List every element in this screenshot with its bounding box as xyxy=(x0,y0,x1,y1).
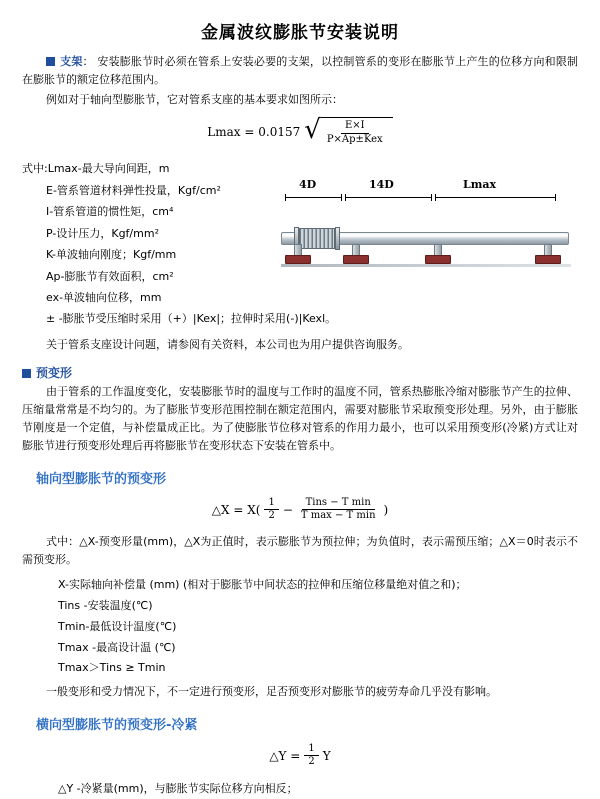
lmax-formula xyxy=(22,117,578,146)
axial-item-X: X-实际轴向补偿量 (mm) (相对于膨胀节中间状态的拉伸和压缩位移量绝对值之和)； xyxy=(58,575,578,596)
axial-note: 一般变形和受力情况下，不一定进行预变形，足否预变形对膨胀节的疲劳寿命几乎没有影响。 xyxy=(22,683,578,701)
pipe-support-2 xyxy=(343,244,369,266)
blue-square-icon xyxy=(46,57,55,66)
support-paragraph-2: 例如对于轴向型膨胀节，它对管系支座的基本要求如图所示： xyxy=(22,91,578,109)
def-item-Ap: Ap-膨胀节有效面积，cm² xyxy=(46,266,277,287)
lateral-formula-den: 2 xyxy=(304,756,318,769)
diagram-dimension-rules xyxy=(281,194,571,202)
pipe-support-4 xyxy=(535,244,561,266)
axial-formula-half-den: 2 xyxy=(264,510,278,523)
support-paragraph-1: 支架： 安装膨胀节时必须在管系上安装必要的支架，以控制管系的变形在膨胀节上产生的位移方向和限制在膨胀节的额定位移范围内。 xyxy=(22,53,578,89)
axial-formula-inner-num: Tins − T min xyxy=(302,497,375,511)
lateral-formula-rhs: Y xyxy=(323,749,331,763)
support-diagram xyxy=(281,178,571,288)
axial-formula-rhs: ) xyxy=(384,503,389,517)
diagram-label-4d: 4D xyxy=(299,178,316,191)
lmax-formula-numerator: E×I xyxy=(341,120,369,134)
lateral-explain: △Y -冷紧量(mm)，与膨胀节实际位移方向相反； xyxy=(58,779,578,799)
diagram-dimension-labels xyxy=(281,178,571,194)
blue-square-icon-2 xyxy=(22,369,31,378)
axial-formula-lhs: △X = X( xyxy=(212,503,261,517)
def-item-sign: ± -膨胀节受压缩时采用（+）|Kex|；拉伸时采用(-)|Kexl。 xyxy=(46,308,277,329)
page-title: 金属波纹膨胀节安装说明 xyxy=(22,18,578,43)
def-item-E: E-管系管道材料弹性投量，Kgf/cm² xyxy=(46,180,277,201)
radical-icon: √ xyxy=(304,117,321,146)
bellow-end-right xyxy=(335,227,340,250)
sqrt-group xyxy=(304,117,392,146)
support-heading: 支架 xyxy=(60,55,83,68)
axial-item-Tmax: Tmax -最高设计温 (℃) xyxy=(58,638,578,659)
predeform-paragraph-1: 由于管系的工作温度变化，安装膨胀节时的温度与工作时的温度不同，管系热膨胀冷缩对膨胀节产生的拉伸、压缩量常常是不均匀的。为了膨胀节变形范围控制在额定范围内，需要对膨胀节采取预变形处理。另外，由于膨胀节刚度是一个定值，与补偿量成正比。为了使膨胀节位移对管系的作用力最小，也可以采用预变形(冷紧)方式让对膨胀节进行预变形处理后再将膨胀节在变形状态下安装在管系中。 xyxy=(22,383,578,456)
predeform-heading-row xyxy=(22,364,578,381)
def-item-K: K-单波轴向刚度；Kgf/mm xyxy=(46,244,277,265)
lateral-formula-num: 1 xyxy=(304,743,318,757)
definitions-column xyxy=(22,152,277,330)
axial-item-range: Tmax＞Tins ≥ Tmin xyxy=(58,658,578,679)
lmax-formula-lhs: Lmax = 0.0157 xyxy=(207,125,300,139)
def-item-ex: ex-单波轴向位移，mm xyxy=(46,287,277,308)
ground-line xyxy=(281,264,571,267)
def-item-P: P-设计压力，Kgf/mm² xyxy=(46,223,277,244)
axial-formula-half-num: 1 xyxy=(264,497,278,511)
definitions-and-diagram xyxy=(22,152,578,330)
axial-formula-minus: − xyxy=(283,503,293,517)
support-closing-paragraph: 关于管系支座设计问题，请参阅有关资料，本公司也为用户提供咨询服务。 xyxy=(22,336,578,354)
axial-predeform-formula xyxy=(22,497,578,523)
axial-predeform-heading: 轴向型膨胀节的预变形 xyxy=(36,468,578,487)
pipe-support-3 xyxy=(425,244,451,266)
axial-item-Tmin: Tmin-最低设计温度(℃) xyxy=(58,617,578,638)
diagram-label-lmax: Lmax xyxy=(463,178,496,191)
support-paragraph-1-text: 安装膨胀节时必须在管系上安装必要的支架，以控制管系的变形在膨胀节上产生的位移方向和限制在膨胀节的额定位移范围内。 xyxy=(22,55,578,86)
predeform-heading: 预变形 xyxy=(36,366,72,380)
lateral-predeform-heading: 横向型膨胀节的预变形-冷紧 xyxy=(36,714,578,733)
axial-explain: 式中：△X-预变形量(mm)，△X为正值时，表示膨胀节为预拉伸；为负值时，表示需预压缩；△X＝0时表示不需预变形。 xyxy=(22,533,578,569)
diagram-label-14d: 14D xyxy=(369,178,394,191)
axial-formula-inner-den: T max − T min xyxy=(297,510,380,523)
pipe-scene xyxy=(281,206,571,276)
def-item-I: I-管系管道的惯性矩，cm⁴ xyxy=(46,201,277,222)
axial-item-Tins: Tins -安装温度(℃) xyxy=(58,596,578,617)
defs-intro: 式中:Lmax-最大导向间距，m xyxy=(22,158,277,179)
lateral-predeform-formula xyxy=(22,743,578,769)
pipe-support-1 xyxy=(285,244,311,266)
lateral-formula-lhs: △Y = xyxy=(269,749,300,763)
lmax-formula-denominator: P×Ap±Kex xyxy=(323,134,387,147)
